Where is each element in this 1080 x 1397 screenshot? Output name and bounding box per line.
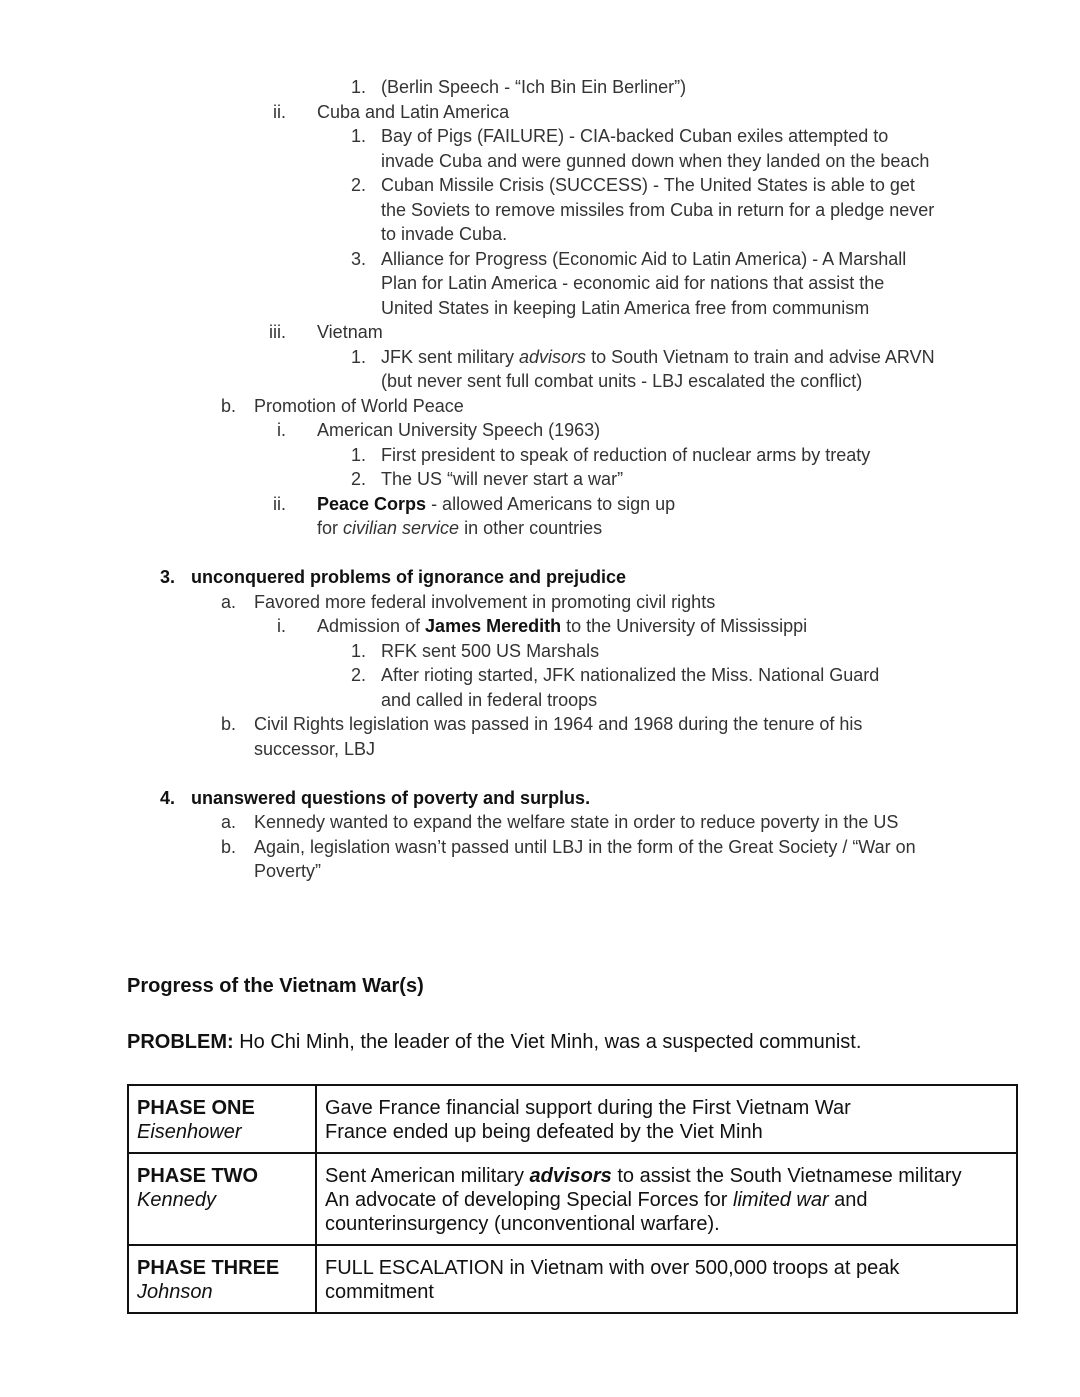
list-marker: 3. — [159, 567, 175, 587]
list-marker: b. — [220, 837, 236, 857]
list-item-continuation: Poverty” — [254, 861, 322, 881]
list-item-federal-involvement: Favored more federal involvement in promoting civil rights — [254, 592, 716, 612]
phase-label-cell — [128, 1153, 316, 1245]
list-marker: 1. — [350, 347, 366, 367]
list-item-great-society: Again, legislation wasn’t passed until LBJ in the form of the Great Society / “War on — [254, 837, 916, 857]
list-marker: 1. — [350, 641, 366, 661]
list-item-welfare-state: Kennedy wanted to expand the welfare state in order to reduce poverty in the US — [254, 812, 899, 832]
phase-description-line: commitment — [325, 1281, 434, 1303]
list-marker: 1. — [350, 445, 366, 465]
phase-description-cell — [316, 1085, 1017, 1153]
list-marker: i. — [277, 616, 286, 636]
list-item-civil-rights-legislation: Civil Rights legislation was passed in 1964 and 1968 during the tenure of his — [254, 714, 863, 734]
list-item-continuation: United States in keeping Latin America free from communism — [381, 298, 870, 318]
list-item-continuation: successor, LBJ — [254, 739, 376, 759]
list-marker: i. — [277, 420, 286, 440]
list-marker: 2. — [350, 665, 366, 685]
list-item-jfk-advisors: JFK sent military advisors to South Vietnam to train and advise ARVN — [381, 347, 935, 367]
list-marker: iii. — [269, 322, 286, 342]
phase-president: Eisenhower — [137, 1121, 242, 1143]
phases-table — [127, 1084, 1018, 1314]
list-item-cuba-latin-america: Cuba and Latin America — [317, 102, 510, 122]
problem-label: PROBLEM: — [127, 1031, 234, 1053]
list-item-american-university-speech: American University Speech (1963) — [317, 420, 601, 440]
section-title: Progress of the Vietnam War(s) — [127, 975, 424, 997]
list-marker: 2. — [350, 175, 366, 195]
list-item-alliance-for-progress: Alliance for Progress (Economic Aid to Latin America) - A Marshall — [381, 249, 907, 269]
list-item-peace-corps: Peace Corps - allowed Americans to sign up — [317, 494, 676, 514]
table-row — [128, 1085, 1017, 1153]
list-item-continuation: the Soviets to remove missiles from Cuba in return for a pledge never — [381, 200, 935, 220]
table-row — [128, 1245, 1017, 1313]
list-marker: 1. — [350, 77, 366, 97]
table-row — [128, 1153, 1017, 1245]
list-item-continuation: for civilian service in other countries — [317, 518, 603, 538]
list-marker: a. — [220, 812, 236, 832]
phase-name: PHASE TWO — [137, 1165, 259, 1187]
list-marker: 2. — [350, 469, 366, 489]
list-item-continuation: to invade Cuba. — [381, 224, 508, 244]
phase-label-cell — [128, 1245, 316, 1313]
phase-description-cell — [316, 1245, 1017, 1313]
problem-statement — [127, 1029, 861, 1055]
list-item-continuation: invade Cuba and were gunned down when they landed on the beach — [381, 151, 930, 171]
list-item-never-start-war: The US “will never start a war” — [381, 469, 624, 489]
list-item-poverty-surplus: unanswered questions of poverty and surplus. — [191, 788, 591, 808]
list-marker: a. — [220, 592, 236, 612]
list-item-national-guard: After rioting started, JFK nationalized the Miss. National Guard — [381, 665, 880, 685]
phase-label-cell — [128, 1085, 316, 1153]
list-marker: ii. — [273, 102, 286, 122]
list-marker: 3. — [350, 249, 366, 269]
list-item-continuation: and called in federal troops — [381, 690, 598, 710]
phase-description-line: France ended up being defeated by the Viet Minh — [325, 1121, 763, 1143]
list-item-bay-of-pigs: Bay of Pigs (FAILURE) - CIA-backed Cuban exiles attempted to — [381, 126, 889, 146]
phase-description-cell — [316, 1153, 1017, 1245]
list-marker: ii. — [273, 494, 286, 514]
phase-description-line: An advocate of developing Special Forces for limited war and — [325, 1189, 868, 1211]
list-item-rfk-marshals: RFK sent 500 US Marshals — [381, 641, 600, 661]
list-marker: 1. — [350, 126, 366, 146]
list-item-nuclear-arms: First president to speak of reduction of nuclear arms by treaty — [381, 445, 871, 465]
list-item-ignorance-prejudice: unconquered problems of ignorance and prejudice — [191, 567, 627, 587]
list-item-continuation: (but never sent full combat units - LBJ escalated the conflict) — [381, 371, 863, 391]
phase-description-line: Sent American military advisors to assist the South Vietnamese military — [325, 1165, 962, 1187]
list-item-vietnam: Vietnam — [317, 322, 383, 342]
problem-text: Ho Chi Minh, the leader of the Viet Minh, was a suspected communist. — [233, 1031, 862, 1053]
phase-name: PHASE THREE — [137, 1257, 280, 1279]
phase-description-line: counterinsurgency (unconventional warfare). — [325, 1213, 720, 1235]
list-item-berlin-speech: (Berlin Speech - “Ich Bin Ein Berliner”) — [381, 77, 687, 97]
phase-president: Johnson — [137, 1281, 213, 1303]
list-item-james-meredith: Admission of James Meredith to the University of Mississippi — [317, 616, 808, 636]
phase-president: Kennedy — [137, 1189, 216, 1211]
list-marker: 4. — [159, 788, 175, 808]
list-item-continuation: Plan for Latin America - economic aid for nations that assist the — [381, 273, 885, 293]
phase-description-line: FULL ESCALATION in Vietnam with over 500,000 troops at peak — [325, 1257, 900, 1279]
list-marker: b. — [220, 714, 236, 734]
phase-name: PHASE ONE — [137, 1097, 255, 1119]
list-item-cuban-missile-crisis: Cuban Missile Crisis (SUCCESS) - The United States is able to get — [381, 175, 915, 195]
list-marker: b. — [220, 396, 236, 416]
phase-description-line: Gave France financial support during the First Vietnam War — [325, 1097, 851, 1119]
list-item-world-peace: Promotion of World Peace — [254, 396, 464, 416]
